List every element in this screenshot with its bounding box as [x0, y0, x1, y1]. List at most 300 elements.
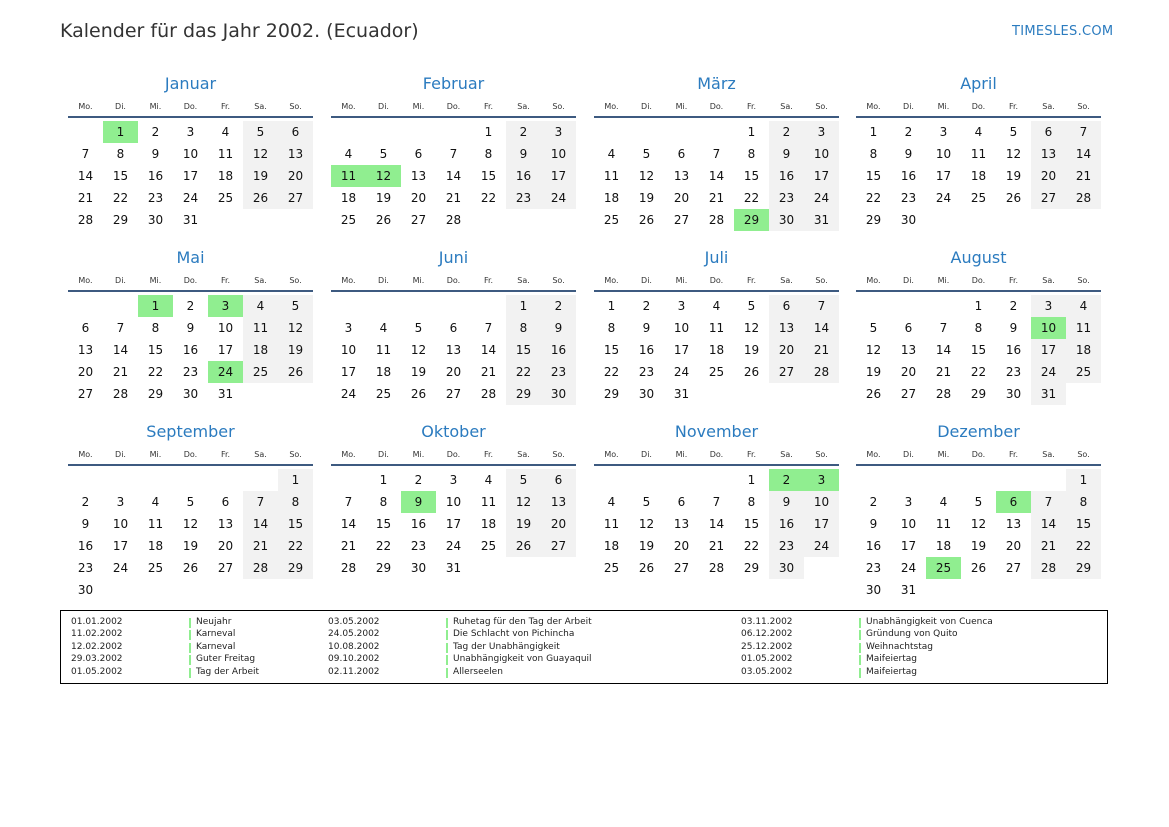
day-cell: 2 — [186, 299, 195, 313]
weekday-header: Mo. — [78, 276, 93, 285]
day-cell: 20 — [673, 191, 690, 205]
day-cell: 13 — [673, 517, 690, 531]
day-cell: 27 — [445, 387, 462, 401]
day-cell: 8 — [607, 321, 616, 335]
day-cell: 9 — [186, 321, 195, 335]
weekend-day-cell: 28 — [1031, 557, 1066, 579]
weekday-header: Do. — [971, 276, 986, 285]
legend-marker — [859, 618, 861, 628]
legend-date: 03.11.2002 — [741, 617, 793, 627]
day-cell: 12 — [743, 321, 760, 335]
day-cell: 9 — [904, 147, 913, 161]
day-cell: 11 — [935, 517, 952, 531]
day-cell: 2 — [904, 125, 913, 139]
weekend-day-cell: 4 — [1066, 295, 1101, 317]
weekend-day-cell: 20 — [541, 513, 576, 535]
day-cell: 12 — [182, 517, 199, 531]
day-cell: 10 — [900, 517, 917, 531]
day-cell: 22 — [743, 539, 760, 553]
day-cell: 14 — [708, 169, 725, 183]
day-cell: 25 — [708, 365, 725, 379]
header-rule — [856, 290, 1101, 292]
weekend-day-cell: 7 — [1066, 121, 1101, 143]
day-cell: 26 — [743, 365, 760, 379]
legend-holiday-name: Tag der Arbeit — [196, 666, 260, 677]
day-cell: 9 — [642, 321, 651, 335]
day-cell: 17 — [182, 169, 199, 183]
day-cell: 23 — [147, 191, 164, 205]
weekday-header: Fr. — [483, 276, 494, 285]
day-cell: 30 — [865, 583, 882, 597]
weekday-header: Sa. — [254, 102, 267, 111]
day-cell: 25 — [970, 191, 987, 205]
day-grid — [331, 295, 576, 427]
day-cell: 22 — [375, 539, 392, 553]
day-cell: 16 — [182, 343, 199, 357]
day-cell: 27 — [673, 213, 690, 227]
weekday-header: So. — [1077, 276, 1090, 285]
weekend-day-cell: 11 — [243, 317, 278, 339]
weekend-day-cell: 22 — [1066, 535, 1101, 557]
month-name: April — [960, 74, 997, 93]
day-cell: 31 — [445, 561, 462, 575]
weekend-day-cell: 23 — [769, 187, 804, 209]
day-cell: 10 — [673, 321, 690, 335]
day-cell: 14 — [445, 169, 462, 183]
day-cell: 20 — [77, 365, 94, 379]
weekend-day-cell: 2 — [541, 295, 576, 317]
day-cell: 16 — [410, 517, 427, 531]
weekend-day-cell: 26 — [243, 187, 278, 209]
day-cell: 28 — [708, 561, 725, 575]
weekday-header: So. — [1077, 450, 1090, 459]
legend-holiday-name: Unabhängigkeit von Cuenca — [866, 617, 993, 627]
weekend-day-cell: 24 — [1031, 361, 1066, 383]
legend-holiday-name: Tag der Unabhängigkeit — [453, 641, 560, 652]
day-cell: 27 — [900, 387, 917, 401]
day-cell: 11 — [603, 169, 620, 183]
weekend-day-cell: 13 — [769, 317, 804, 339]
weekend-day-cell: 26 — [506, 535, 541, 557]
weekend-day-cell: 28 — [804, 361, 839, 383]
weekday-header: Do. — [446, 276, 461, 285]
weekday-header: Fr. — [483, 102, 494, 111]
weekend-day-cell: 17 — [541, 165, 576, 187]
day-cell: 19 — [743, 343, 760, 357]
weekday-header: Mi. — [675, 102, 688, 111]
legend-holiday-name: Ruhetag für den Tag der Arbeit — [453, 617, 592, 627]
weekend-day-cell: 17 — [804, 513, 839, 535]
weekday-header: Do. — [446, 450, 461, 459]
day-cell: 2 — [642, 299, 651, 313]
day-cell: 25 — [147, 561, 164, 575]
day-cell: 3 — [186, 125, 195, 139]
weekday-header: Mo. — [604, 276, 619, 285]
weekend-day-cell: 13 — [1031, 143, 1066, 165]
day-cell: 19 — [638, 539, 655, 553]
weekday-header: So. — [815, 276, 828, 285]
weekend-day-cell: 26 — [278, 361, 313, 383]
day-cell: 21 — [340, 539, 357, 553]
weekday-header: Fr. — [1008, 102, 1019, 111]
weekend-day-cell: 12 — [243, 143, 278, 165]
day-cell: 20 — [445, 365, 462, 379]
header-rule — [856, 116, 1101, 118]
day-cell: 11 — [375, 343, 392, 357]
weekday-header: So. — [815, 450, 828, 459]
header-rule — [856, 464, 1101, 466]
weekend-day-cell: 31 — [804, 209, 839, 231]
day-cell: 28 — [935, 387, 952, 401]
weekday-header: Di. — [378, 450, 389, 459]
weekend-day-cell: 13 — [278, 143, 313, 165]
legend-marker — [189, 668, 191, 678]
weekday-header: Fr. — [220, 276, 231, 285]
day-cell: 27 — [77, 387, 94, 401]
day-cell: 19 — [410, 365, 427, 379]
weekday-header: Sa. — [780, 276, 793, 285]
day-cell: 5 — [974, 495, 983, 509]
weekday-header: Mo. — [866, 276, 881, 285]
weekday-header: So. — [552, 102, 565, 111]
day-cell: 19 — [182, 539, 199, 553]
day-cell: 14 — [708, 517, 725, 531]
day-cell: 10 — [182, 147, 199, 161]
day-cell: 18 — [708, 343, 725, 357]
holiday-day-cell: 11 — [331, 165, 366, 187]
weekday-header: Di. — [903, 102, 914, 111]
legend-marker — [859, 630, 861, 640]
weekend-day-cell: 10 — [804, 491, 839, 513]
weekend-day-cell: 22 — [506, 361, 541, 383]
header-rule — [594, 290, 839, 292]
weekend-day-cell: 30 — [769, 209, 804, 231]
day-cell: 4 — [151, 495, 160, 509]
legend-marker — [189, 655, 191, 665]
weekday-header: Di. — [115, 276, 126, 285]
weekend-day-cell: 1 — [506, 295, 541, 317]
weekend-day-cell: 23 — [506, 187, 541, 209]
weekend-day-cell: 3 — [804, 121, 839, 143]
weekday-header: Fr. — [483, 450, 494, 459]
weekend-day-cell: 31 — [1031, 383, 1066, 405]
day-cell: 30 — [1005, 387, 1022, 401]
day-grid — [331, 121, 576, 253]
day-grid — [68, 295, 313, 427]
weekend-day-cell: 6 — [541, 469, 576, 491]
day-cell: 14 — [935, 343, 952, 357]
day-cell: 12 — [970, 517, 987, 531]
day-cell: 13 — [673, 169, 690, 183]
weekday-header: Mo. — [866, 450, 881, 459]
day-cell: 10 — [340, 343, 357, 357]
page-title: Kalender für das Jahr 2002. (Ecuador) — [60, 20, 419, 42]
legend-holiday-name: Weihnachtstag — [866, 641, 933, 652]
day-cell: 2 — [1009, 299, 1018, 313]
day-cell: 7 — [81, 147, 90, 161]
day-cell: 24 — [112, 561, 129, 575]
day-grid — [594, 469, 839, 601]
day-cell: 19 — [638, 191, 655, 205]
holiday-day-cell: 24 — [208, 361, 243, 383]
header-rule — [331, 290, 576, 292]
weekend-day-cell: 25 — [1066, 361, 1101, 383]
weekday-header: Mi. — [412, 276, 425, 285]
weekday-header: Do. — [183, 102, 198, 111]
weekend-day-cell: 27 — [769, 361, 804, 383]
day-cell: 17 — [935, 169, 952, 183]
weekday-header: So. — [289, 102, 302, 111]
day-cell: 6 — [677, 147, 686, 161]
day-cell: 7 — [449, 147, 458, 161]
weekend-day-cell: 27 — [278, 187, 313, 209]
month-name: November — [674, 422, 759, 441]
holiday-day-cell: 25 — [926, 557, 961, 579]
holiday-day-cell: 29 — [734, 209, 769, 231]
day-cell: 8 — [869, 147, 878, 161]
weekend-day-cell: 10 — [541, 143, 576, 165]
day-cell: 24 — [935, 191, 952, 205]
day-cell: 25 — [603, 213, 620, 227]
weekend-day-cell: 29 — [506, 383, 541, 405]
day-cell: 12 — [638, 169, 655, 183]
day-cell: 1 — [484, 125, 493, 139]
weekend-day-cell: 17 — [804, 165, 839, 187]
weekend-day-cell: 29 — [278, 557, 313, 579]
day-grid — [331, 469, 576, 601]
month-name: März — [697, 74, 736, 93]
weekend-day-cell: 23 — [541, 361, 576, 383]
day-cell: 19 — [865, 365, 882, 379]
holiday-day-cell: 1 — [138, 295, 173, 317]
legend-date: 06.12.2002 — [741, 629, 793, 640]
day-cell: 15 — [970, 343, 987, 357]
weekend-day-cell: 16 — [769, 165, 804, 187]
weekend-day-cell: 20 — [278, 165, 313, 187]
day-cell: 16 — [865, 539, 882, 553]
weekend-day-cell: 10 — [804, 143, 839, 165]
day-grid — [856, 469, 1101, 601]
day-cell: 19 — [1005, 169, 1022, 183]
weekend-day-cell: 4 — [243, 295, 278, 317]
day-cell: 29 — [743, 561, 760, 575]
brand-link[interactable]: TIMESLES.COM — [1012, 24, 1114, 39]
day-cell: 31 — [900, 583, 917, 597]
day-cell: 8 — [116, 147, 125, 161]
day-cell: 25 — [480, 539, 497, 553]
weekend-day-cell: 27 — [541, 535, 576, 557]
day-cell: 26 — [970, 561, 987, 575]
day-cell: 25 — [217, 191, 234, 205]
day-cell: 13 — [77, 343, 94, 357]
day-cell: 22 — [480, 191, 497, 205]
weekday-header: Fr. — [746, 450, 757, 459]
day-cell: 23 — [900, 191, 917, 205]
day-cell: 11 — [217, 147, 234, 161]
weekend-day-cell: 6 — [278, 121, 313, 143]
weekday-header: Sa. — [1042, 102, 1055, 111]
day-cell: 12 — [638, 517, 655, 531]
weekday-header: Mi. — [149, 450, 162, 459]
day-cell: 18 — [935, 539, 952, 553]
day-grid — [594, 295, 839, 427]
legend-marker — [446, 630, 448, 640]
day-cell: 3 — [116, 495, 125, 509]
day-cell: 23 — [865, 561, 882, 575]
day-cell: 22 — [743, 191, 760, 205]
day-cell: 22 — [970, 365, 987, 379]
day-cell: 1 — [747, 473, 756, 487]
day-cell: 4 — [221, 125, 230, 139]
header-rule — [594, 116, 839, 118]
day-cell: 19 — [970, 539, 987, 553]
day-cell: 11 — [480, 495, 497, 509]
header-rule — [331, 464, 576, 466]
weekend-day-cell: 9 — [541, 317, 576, 339]
day-cell: 21 — [708, 539, 725, 553]
weekend-day-cell: 18 — [243, 339, 278, 361]
day-cell: 28 — [708, 213, 725, 227]
holiday-day-cell: 10 — [1031, 317, 1066, 339]
day-cell: 18 — [480, 517, 497, 531]
weekday-header: Di. — [115, 450, 126, 459]
legend-holiday-name: Maifeiertag — [866, 666, 917, 677]
legend-holiday-name: Maifeiertag — [866, 654, 917, 665]
weekday-header: Sa. — [517, 102, 530, 111]
weekend-day-cell: 6 — [769, 295, 804, 317]
day-cell: 21 — [445, 191, 462, 205]
holiday-day-cell: 9 — [401, 491, 436, 513]
day-cell: 26 — [182, 561, 199, 575]
weekend-day-cell: 21 — [1066, 165, 1101, 187]
legend-date: 10.08.2002 — [328, 641, 380, 652]
legend-holiday-name: Neujahr — [196, 617, 232, 627]
day-cell: 11 — [708, 321, 725, 335]
weekend-day-cell: 9 — [506, 143, 541, 165]
weekday-header: Mi. — [937, 276, 950, 285]
day-cell: 10 — [935, 147, 952, 161]
day-cell: 3 — [344, 321, 353, 335]
weekday-header: Mi. — [412, 102, 425, 111]
day-cell: 5 — [642, 495, 651, 509]
weekday-header: Fr. — [746, 102, 757, 111]
day-cell: 18 — [603, 191, 620, 205]
legend-marker — [446, 618, 448, 628]
day-cell: 8 — [484, 147, 493, 161]
weekday-header: Do. — [183, 450, 198, 459]
day-grid — [594, 121, 839, 253]
day-cell: 21 — [708, 191, 725, 205]
month-name: Januar — [164, 74, 217, 93]
weekend-day-cell: 21 — [804, 339, 839, 361]
legend-date: 03.05.2002 — [328, 617, 380, 627]
header-rule — [68, 116, 313, 118]
day-cell: 6 — [221, 495, 230, 509]
month-name: August — [950, 248, 1007, 267]
weekday-header: Mi. — [412, 450, 425, 459]
weekday-header: Sa. — [780, 102, 793, 111]
weekend-day-cell: 21 — [243, 535, 278, 557]
legend-date: 09.10.2002 — [328, 654, 380, 665]
weekend-day-cell: 20 — [769, 339, 804, 361]
header-rule — [68, 464, 313, 466]
weekend-day-cell: 3 — [1031, 295, 1066, 317]
day-cell: 28 — [480, 387, 497, 401]
day-cell: 24 — [445, 539, 462, 553]
day-cell: 1 — [869, 125, 878, 139]
day-cell: 23 — [77, 561, 94, 575]
legend-marker — [446, 668, 448, 678]
day-cell: 22 — [112, 191, 129, 205]
day-cell: 19 — [375, 191, 392, 205]
legend-date: 12.02.2002 — [71, 641, 123, 652]
day-cell: 28 — [77, 213, 94, 227]
weekday-header: So. — [552, 450, 565, 459]
day-cell: 3 — [677, 299, 686, 313]
day-cell: 1 — [974, 299, 983, 313]
day-cell: 24 — [900, 561, 917, 575]
holiday-day-cell: 1 — [103, 121, 138, 143]
day-cell: 9 — [151, 147, 160, 161]
weekend-day-cell: 14 — [1031, 513, 1066, 535]
weekday-header: Di. — [641, 450, 652, 459]
month-name: Februar — [422, 74, 485, 93]
day-cell: 13 — [410, 169, 427, 183]
day-cell: 15 — [743, 517, 760, 531]
day-cell: 15 — [112, 169, 129, 183]
day-cell: 29 — [970, 387, 987, 401]
legend-date: 03.05.2002 — [741, 666, 793, 677]
day-cell: 3 — [939, 125, 948, 139]
weekday-header: Mo. — [78, 102, 93, 111]
weekend-day-cell: 29 — [1066, 557, 1101, 579]
day-cell: 2 — [81, 495, 90, 509]
day-cell: 11 — [603, 517, 620, 531]
day-cell: 16 — [638, 343, 655, 357]
day-cell: 26 — [638, 561, 655, 575]
legend-marker — [189, 630, 191, 640]
weekday-header: Fr. — [1008, 276, 1019, 285]
day-cell: 28 — [445, 213, 462, 227]
day-cell: 15 — [603, 343, 620, 357]
day-cell: 5 — [869, 321, 878, 335]
legend-date: 25.12.2002 — [741, 641, 793, 652]
day-cell: 30 — [182, 387, 199, 401]
day-cell: 25 — [603, 561, 620, 575]
day-cell: 17 — [217, 343, 234, 357]
day-cell: 14 — [77, 169, 94, 183]
legend-holiday-name: Karneval — [196, 629, 236, 640]
weekday-header: So. — [815, 102, 828, 111]
day-cell: 23 — [410, 539, 427, 553]
weekend-day-cell: 30 — [769, 557, 804, 579]
day-cell: 6 — [81, 321, 90, 335]
legend-holiday-name: Unabhängigkeit von Guayaquil — [453, 654, 592, 665]
weekday-header: Sa. — [1042, 276, 1055, 285]
weekday-header: Fr. — [1008, 450, 1019, 459]
weekday-header: Fr. — [220, 450, 231, 459]
legend-date: 01.01.2002 — [71, 617, 123, 627]
day-cell: 10 — [112, 517, 129, 531]
day-cell: 26 — [410, 387, 427, 401]
day-cell: 31 — [182, 213, 199, 227]
weekday-header: So. — [552, 276, 565, 285]
day-cell: 11 — [970, 147, 987, 161]
weekend-day-cell: 20 — [1031, 165, 1066, 187]
day-cell: 6 — [904, 321, 913, 335]
day-cell: 21 — [480, 365, 497, 379]
day-cell: 16 — [900, 169, 917, 183]
